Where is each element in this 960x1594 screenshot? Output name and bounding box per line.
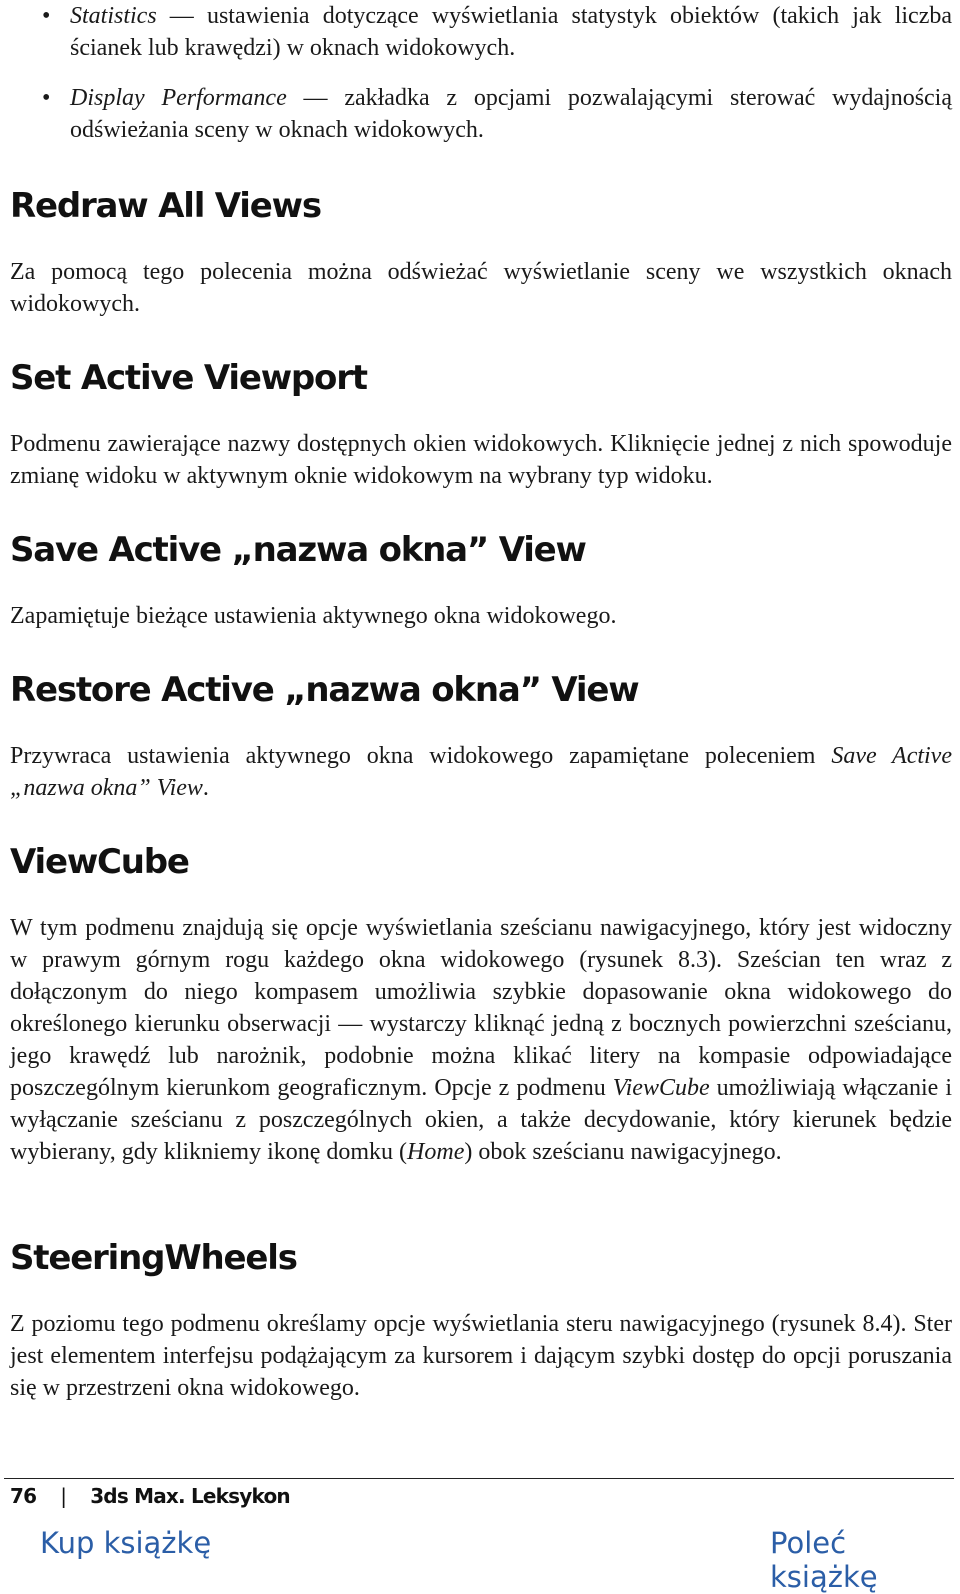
section-viewcube xyxy=(10,842,952,1168)
bullet-dash: — xyxy=(286,85,345,111)
bullet-term: Display Performance xyxy=(70,85,287,111)
section-heading: Redraw All Views xyxy=(10,186,321,226)
footer-divider xyxy=(4,1478,954,1479)
page-number: 76 xyxy=(10,1484,37,1508)
command-name: Save Active „nazwa okna” View xyxy=(10,743,952,801)
section-save-active-view xyxy=(10,530,952,632)
section-body: Podmenu zawierające nazwy dostępnych okien widokowych. Kliknięcie jednej z nich spowoduje zmianę widoku w aktywnym oknie widokowym na wybrany typ widoku. xyxy=(10,431,952,489)
section-body: Zapamiętuje bieżące ustawienia aktywnego okna widokowego. xyxy=(10,603,617,629)
section-redraw-all-views xyxy=(10,186,952,320)
list-item xyxy=(10,82,952,146)
book-title: 3ds Max. Leksykon xyxy=(90,1484,290,1508)
recommend-book-link[interactable]: Poleć książkę xyxy=(770,1526,878,1594)
list-item xyxy=(10,0,952,64)
section-heading: Set Active Viewport xyxy=(10,358,367,398)
buy-book-link[interactable]: Kup książkę xyxy=(40,1526,212,1560)
bullet-text: ustawienia dotyczące wyświetlania statystyk obiektów (takich jak liczba ścianek lub krawędzi) w oknach widokowych. xyxy=(70,3,952,61)
page-footer xyxy=(10,1484,290,1508)
bullet-term: Statistics xyxy=(70,3,157,29)
bullet-list xyxy=(10,0,952,146)
section-body: Z poziomu tego podmenu określamy opcje wyświetlania steru nawigacyjnego (rysunek 8.4). Ster jest elementem interfejsu podążającym za kursorem i dającym szybki dostęp do opcji poruszania się w przestrzeni okna widokowego. xyxy=(10,1311,952,1401)
section-heading: SteeringWheels xyxy=(10,1238,297,1278)
footer-separator: | xyxy=(60,1484,67,1508)
page xyxy=(10,0,953,1401)
body-text: Przywraca ustawienia aktywnego okna widokowego zapamiętane poleceniem xyxy=(10,743,832,769)
body-text: ) obok sześcianu nawigacyjnego. xyxy=(464,1139,782,1165)
section-restore-active-view xyxy=(10,670,952,804)
menu-name: ViewCube xyxy=(612,1075,710,1101)
section-body: Za pomocą tego polecenia można odświeżać wyświetlanie sceny we wszystkich oknach widokowych. xyxy=(10,259,952,317)
bullet-dash: — xyxy=(156,3,207,29)
body-text: umożliwiają włączanie i wyłączanie sześcianu z poszczególnych okien, a także decydowanie, który kierunek będzie wybierany, gdy klikniemy ikonę domku ( xyxy=(10,1075,952,1165)
section-heading: Restore Active „nazwa okna” View xyxy=(10,670,639,710)
section-steeringwheels xyxy=(10,1238,952,1404)
section-body xyxy=(10,740,952,804)
bullet-text: zakładka z opcjami pozwalającymi sterować wydajnością odświeżania sceny w oknach widokowych. xyxy=(70,85,953,143)
icon-name: Home xyxy=(407,1139,465,1165)
body-text: . xyxy=(202,775,209,801)
section-set-active-viewport xyxy=(10,358,952,492)
section-body xyxy=(10,912,952,1168)
section-heading: Save Active „nazwa okna” View xyxy=(10,530,586,570)
section-heading: ViewCube xyxy=(10,842,189,882)
body-text: W tym podmenu znajdują się opcje wyświetlania sześcianu nawigacyjnego, który jest widoczny w prawym górnym rogu każdego okna widokowego (rysunek 8.3). Sześcian ten wraz z dołączonym do niego kompasem umożliwia szybkie dopasowanie okna widokowego do określonego kierunku obserwacji — wystarczy kliknąć jedną z bocznych powierzchni sześcianu, jego krawędź lub narożnik, podobnie można klikać litery na kompasie odpowiadające poszczególnym kierunkom geograficznym. Opcje z podmenu xyxy=(10,915,952,1101)
